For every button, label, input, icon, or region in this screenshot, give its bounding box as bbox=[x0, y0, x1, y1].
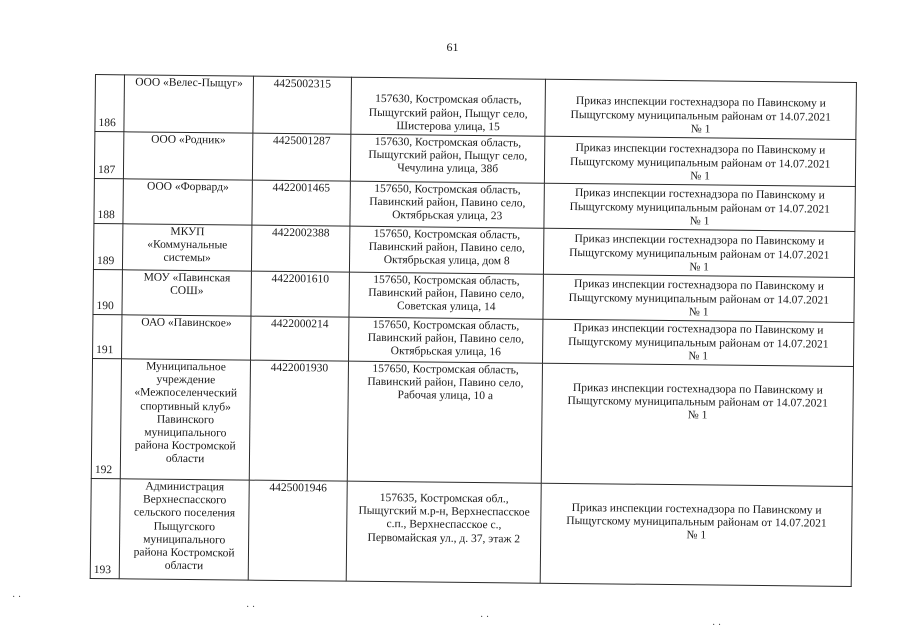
scan-speck: · · bbox=[480, 612, 490, 623]
order-document: Приказ инспекции гостехнадзора по Павинскому и Пыщугскому муниципальным районам от 14.07.2021 № 1 bbox=[545, 136, 856, 186]
order-document: Приказ инспекции гостехнадзора по Павинскому и Пыщугскому муниципальным районам от 14.07.2021 № 1 bbox=[543, 319, 854, 366]
inn: 4425001287 bbox=[252, 133, 351, 181]
address: 157650, Костромская область, Павинский район, Павино село, Рабочая улица, 10 а bbox=[347, 361, 543, 483]
organization-name: МОУ «Павинская СОШ» bbox=[122, 270, 251, 316]
inn: 4422002388 bbox=[251, 225, 350, 272]
inn: 4422001465 bbox=[252, 180, 351, 226]
address: 157630, Костромская область, Пыщугский район, Пыщуг село, Шистерова улица, 15 bbox=[351, 77, 546, 136]
address: 157630, Костромская область, Пыщугский район, Пыщуг село, Чечулина улица, 38б bbox=[350, 134, 545, 183]
row-number: 186 bbox=[95, 75, 125, 132]
organization-name: Муниципальное учреждение «Межпоселенческий спортивный клуб» Павинского муниципального района Костромской области bbox=[121, 359, 251, 480]
table-row bbox=[93, 269, 854, 322]
organization-name: Администрация Верхнеспасского сельского поселения Пыщугского муниципального района Костромской области bbox=[120, 479, 250, 580]
address: 157650, Костромская область, Павинский район, Павино село, Октябрьская улица, 23 bbox=[350, 181, 545, 228]
inn: 4422000214 bbox=[250, 316, 349, 361]
organization-name: ООО «Форвард» bbox=[123, 179, 252, 225]
row-number: 187 bbox=[94, 132, 124, 179]
table-row bbox=[91, 358, 853, 486]
order-document: Приказ инспекции гостехнадзора по Павинскому и Пыщугскому муниципальным районам от 14.07.2021 № 1 bbox=[543, 274, 854, 322]
row-number: 193 bbox=[90, 478, 120, 578]
row-number: 189 bbox=[93, 223, 123, 269]
scan-speck: · · bbox=[712, 620, 722, 631]
order-document: Приказ инспекции гостехнадзора по Павинскому и Пыщугскому муниципальным районам от 14.07.2021 № 1 bbox=[544, 183, 855, 231]
table-row bbox=[93, 314, 854, 366]
organization-name: МКУП «Коммунальные системы» bbox=[123, 224, 252, 271]
scan-speck: · · bbox=[12, 592, 22, 603]
registry-table bbox=[90, 74, 857, 587]
table-row bbox=[95, 75, 857, 140]
address: 157650, Костромская область, Павинский район, Павино село, Октябрьская улица, 16 bbox=[349, 317, 544, 363]
page-number: 61 bbox=[446, 40, 459, 54]
order-document: Приказ инспекции гостехнадзора по Павинскому и Пыщугскому муниципальным районам от 14.07.2021 № 1 bbox=[545, 79, 856, 139]
order-document: Приказ инспекции гостехнадзора по Павинскому и Пыщугскому муниципальным районам от 14.07.2021 № 1 bbox=[542, 363, 854, 486]
row-number: 188 bbox=[94, 178, 124, 223]
inn: 4422001930 bbox=[249, 360, 348, 481]
order-document: Приказ инспекции гостехнадзора по Павинскому и Пыщугскому муниципальным районам от 14.07.2021 № 1 bbox=[541, 483, 853, 586]
address: 157650, Костромская область, Павинский район, Павино село, Советская улица, 14 bbox=[349, 272, 544, 319]
organization-name: ООО «Родник» bbox=[124, 132, 253, 180]
row-number: 190 bbox=[93, 269, 123, 314]
inn: 4422001610 bbox=[251, 271, 350, 317]
address: 157635, Костромская обл., Пыщугский м.р-н, Верхнеспасское с.п., Верхнеспасское с., Первомайская ул., д. 37, этаж 2 bbox=[346, 481, 541, 583]
organization-name: ООО «Велес-Пыщуг» bbox=[124, 75, 253, 133]
inn: 4425002315 bbox=[253, 76, 352, 134]
table-row bbox=[94, 178, 855, 231]
table-row bbox=[94, 132, 855, 187]
row-number: 191 bbox=[93, 314, 123, 358]
scan-speck: · · bbox=[246, 602, 256, 613]
row-number: 192 bbox=[91, 358, 122, 478]
inn: 4425001946 bbox=[248, 480, 347, 581]
order-document: Приказ инспекции гостехнадзора по Павинскому и Пыщугскому муниципальным районам от 14.07.2021 № 1 bbox=[544, 228, 855, 277]
address: 157650, Костромская область, Павинский район, Павино село, Октябрьская улица, дом 8 bbox=[349, 226, 544, 274]
table-row bbox=[90, 478, 852, 586]
table-row bbox=[93, 223, 854, 277]
organization-name: ОАО «Павинское» bbox=[122, 315, 251, 360]
